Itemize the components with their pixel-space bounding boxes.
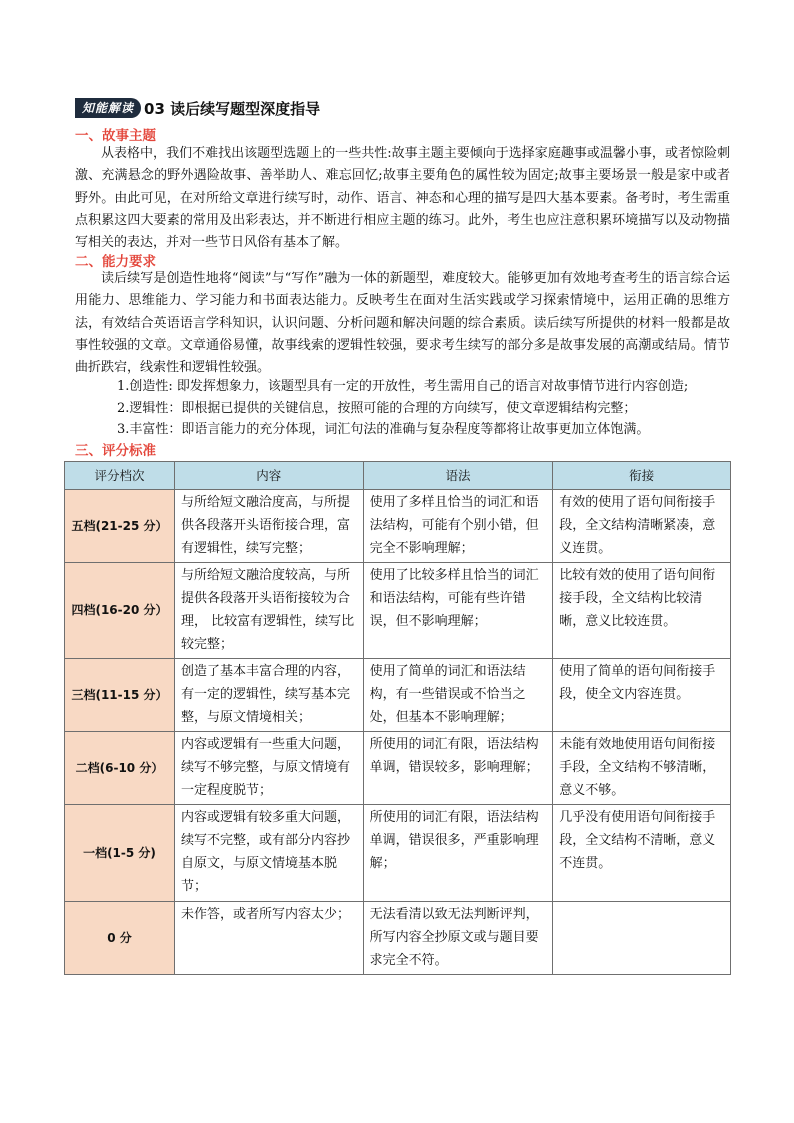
table-row xyxy=(65,659,731,732)
table-row xyxy=(65,902,731,975)
header-level: 评分档次 xyxy=(65,462,175,490)
table-header-row xyxy=(65,462,731,490)
level-cell: 五档(21-25 分） xyxy=(65,490,175,563)
level-cell: 0 分 xyxy=(65,902,175,975)
content-cell: 内容或逻辑有较多重大问题，续写不完整，或有部分内容抄自原文，与原文情境基本脱节； xyxy=(174,805,363,902)
grammar-cell: 使用了简单的词汇和语法结构，有一些错误或不恰当之处，但基本不影响理解； xyxy=(363,659,553,732)
grammar-cell: 无法看清以致无法判断评判，所写内容全抄原文或与题目要求完全不符。 xyxy=(363,902,553,975)
scoring-table xyxy=(64,461,731,975)
ability-list xyxy=(75,376,745,441)
content-cell: 内容或逻辑有一些重大问题，续写不够完整，与原文情境有一定程度脱节； xyxy=(174,732,363,805)
list-item: 1.创造性: 即发挥想象力，该题型具有一定的开放性，考生需用自己的语言对故事情节进行内容创造; xyxy=(117,379,689,394)
header-grammar: 语法 xyxy=(363,462,553,490)
level-cell: 一档(1-5 分) xyxy=(65,805,175,902)
content-cell: 与所给短文融洽度高，与所提供各段落开头语衔接合理，富有逻辑性，续写完整； xyxy=(174,490,363,563)
page-title: 03 读后续写题型深度指导 xyxy=(144,99,321,118)
cohesion-cell: 比较有效的使用了语句间衔接手段，全文结构比较清晰，意义比较连贯。 xyxy=(553,563,731,659)
content-cell: 创造了基本丰富合理的内容，有一定的逻辑性，续写基本完整，与原文情境相关； xyxy=(174,659,363,732)
table-row xyxy=(65,563,731,659)
cohesion-cell: 有效的使用了语句间衔接手段，全文结构清晰紧凑，意义连贯。 xyxy=(553,490,731,563)
header-content: 内容 xyxy=(174,462,363,490)
cohesion-cell: 几乎没有使用语句间衔接手段，全文结构不清晰，意义不连贯。 xyxy=(553,805,731,902)
story-theme-paragraph: 从表格中，我们不难找出该题型选题上的一些共性:故事主题主要倾向于选择家庭趣事或温馨小事，或者惊险刺激、充满悬念的野外遇险故事、善举助人、难忘回忆;故事主要角色的属性较为固定;故事主要场景一般是家中或者野外。由此可见，在对所给文章进行续写时，动作、语言、神态和心理的描写是四大基本要素。备考时，考生需重点积累这四大要素的常用及出彩表达，并不断进行相应主题的练习。此外，考生也应注意积累环境描写以及动物描写相关的表达，并对一些节日风俗有基本了解。 xyxy=(75,146,730,251)
table-row xyxy=(65,490,731,563)
list-item: 3.丰富性：即语言能力的充分体现，词汇句法的准确与复杂程度等都将让故事更加立体饱满。 xyxy=(117,422,650,437)
header-cohesion: 衔接 xyxy=(553,462,731,490)
title-row xyxy=(75,98,320,118)
content-cell: 与所给短文融洽度较高，与所提供各段落开头语衔接较为合理， 比较富有逻辑性，续写比较完整； xyxy=(174,563,363,659)
cohesion-cell: 使用了简单的语句间衔接手段，使全文内容连贯。 xyxy=(553,659,731,732)
section-badge: 知能解读 xyxy=(75,98,141,118)
level-cell: 四档(16-20 分） xyxy=(65,563,175,659)
content-cell: 未作答，或者所写内容太少； xyxy=(174,902,363,975)
list-item: 2.逻辑性：即根据已提供的关键信息，按照可能的合理的方向续写，使文章逻辑结构完整； xyxy=(117,400,637,416)
level-cell: 三档(11-15 分） xyxy=(65,659,175,732)
grammar-cell: 使用了比较多样且恰当的词汇和语法结构，可能有些许错误，但不影响理解； xyxy=(363,563,553,659)
heading-scoring: 三、评分标准 xyxy=(75,443,156,459)
level-cell: 二档(6-10 分） xyxy=(65,732,175,805)
heading-story-theme: 一、故事主题 xyxy=(75,128,156,144)
ability-paragraph: 读后续写是创造性地将“阅读”与“写作”融为一体的新题型，难度较大。能够更加有效地考查考生的语言综合运用能力、思维能力、学习能力和书面表达能力。反映考生在面对生活实践或学习探索情境中，运用正确的思维方法，有效结合英语语言学科知识，认识问题、分析问题和解决问题的综合素质。读后续写所提供的材料一般都是故事性较强的文章。文章通俗易懂，故事线索的逻辑性较强，要求考生续写的部分多是故事发展的高潮或结局。情节曲折跌宕，线索性和逻辑性较强。 xyxy=(75,271,730,376)
cohesion-cell xyxy=(553,902,731,975)
table-row xyxy=(65,805,731,902)
cohesion-cell: 未能有效地使用语句间衔接手段，全文结构不够清晰，意义不够。 xyxy=(553,732,731,805)
grammar-cell: 所使用的词汇有限，语法结构单调，错误较多，影响理解； xyxy=(363,732,553,805)
heading-ability: 二、能力要求 xyxy=(75,254,156,270)
grammar-cell: 使用了多样且恰当的词汇和语法结构，可能有个别小错，但完全不影响理解； xyxy=(363,490,553,563)
table-row xyxy=(65,732,731,805)
grammar-cell: 所使用的词汇有限，语法结构单调，错误很多，严重影响理解； xyxy=(363,805,553,902)
